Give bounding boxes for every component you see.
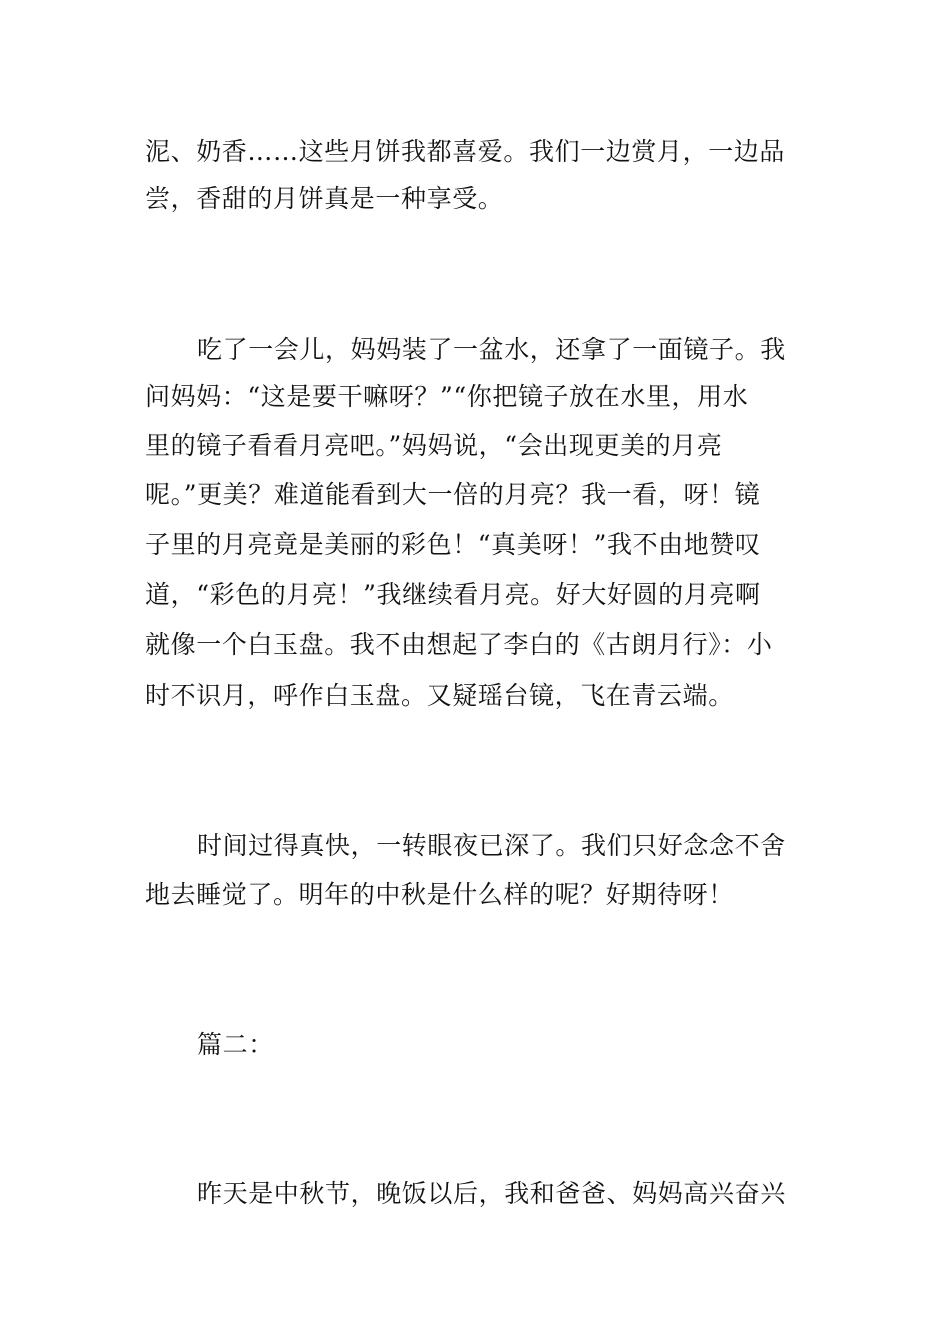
paragraph-2-line-7: 就像一个白玉盘。我不由想起了李白的《古朗月行》：小 [145,630,773,659]
paragraph-3-line-2: 地去睡觉了。明年的中秋是什么样的呢？好期待呀！ [145,880,734,909]
paragraph-2-line-8: 时不识月，呼作白玉盘。又疑瑶台镜，飞在青云端。 [145,681,734,710]
paragraph-2-line-5: 子里的月亮竟是美丽的彩色！“真美呀！”我不由地赞叹 [145,530,761,559]
paragraph-3-line-1: 时间过得真快，一转眼夜已深了。我们只好念念不舍 [197,831,786,860]
paragraph-2-line-6: 道，“彩色的月亮！”我继续看月亮。好大好圆的月亮啊 [145,580,761,609]
paragraph-2-line-1: 吃了一会儿，妈妈装了一盆水，还拿了一面镜子。我 [197,335,786,364]
paragraph-1-line-1: 泥、奶香……这些月饼我都喜爱。我们一边赏月，一边品 [145,137,786,166]
paragraph-4-line-1: 昨天是中秋节，晚饭以后，我和爸爸、妈妈高兴奋兴 [197,1179,786,1208]
section-heading: 篇二： [197,1030,274,1059]
paragraph-2-line-2: 问妈妈：“这是要干嘛呀？”“你把镜子放在水里，用水 [145,382,749,411]
paragraph-2-line-4: 呢。”更美？难道能看到大一倍的月亮？我一看，呀！镜 [145,480,761,509]
paragraph-1-line-2: 尝，香甜的月饼真是一种享受。 [145,184,504,213]
paragraph-2-line-3: 里的镜子看看月亮吧。”妈妈说，“会出现更美的月亮 [145,431,723,460]
